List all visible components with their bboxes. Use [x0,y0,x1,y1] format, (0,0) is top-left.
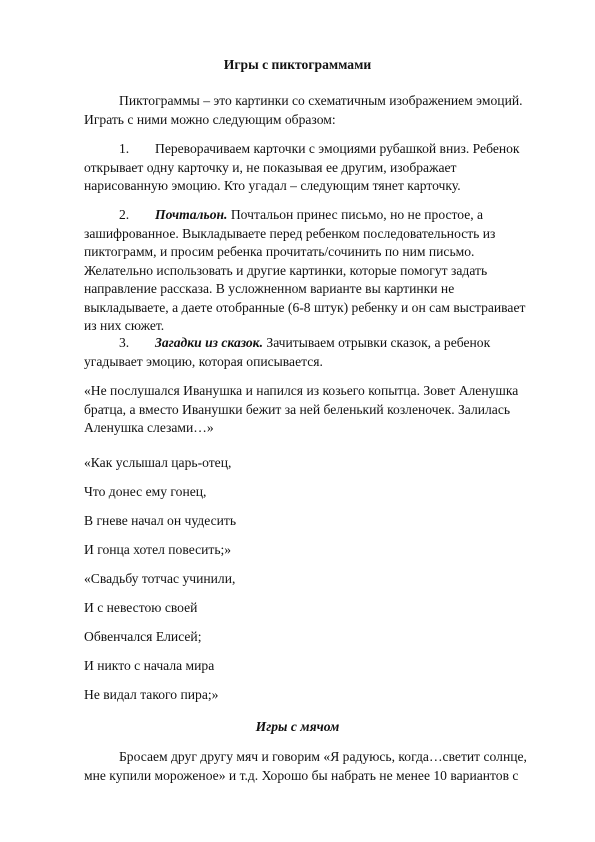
game-name: Почтальон. [155,207,228,222]
verse-line: Что донес ему гонец, [84,484,207,499]
verse-line: «Как услышал царь-отец, [84,455,232,470]
verse-line: В гневе начал он чудесить [84,513,237,528]
game-name: Загадки из сказок. [155,335,263,350]
verse-line: Не видал такого пира;» [84,687,219,702]
list-item-text: Зачитываем отрывки сказок, а ребенок угадывает эмоцию, которая описывается. [84,335,491,369]
verse-line: Обвенчался Елисей; [84,629,202,644]
list-item-1 [84,140,532,196]
intro-paragraph: Пиктограммы – это картинки со схематичным изображением эмоций. Играть с ними можно следующим образом: [84,93,523,127]
verse-line: «Свадьбу тотчас учинили, [84,571,236,586]
section-title: Игры с мячом [255,719,340,734]
ball-game-paragraph: Бросаем друг другу мяч и говорим «Я радуюсь, когда…светит солнце, мне купили мороженое» и т.д. Хорошо бы набрать не менее 10 вариантов с [84,749,527,783]
list-item-3 [84,334,532,371]
fairy-tale-quote: «Не послушался Иванушка и напился из козьего копытца. Зовет Аленушка братца, а вместо Иванушки бежит за ней беленький козленочек. Залилась Аленушка слезами…» [84,383,519,435]
verse-line: И гонца хотел повесить;» [84,542,232,557]
page-title: Игры с пиктограммами [223,57,372,72]
verse-line: И с невестою своей [84,600,198,615]
list-item-2 [84,206,532,336]
list-item-number: 2. [119,207,130,222]
list-item-text: Переворачиваем карточки с эмоциями рубашкой вниз. Ребенок открывает одну карточку и, не показывая ее другим, изображает нарисованную эмоцию. Кто угадал – следующим тянет карточку. [84,141,520,193]
list-item-text: Почтальон принес письмо, но не простое, а зашифрованное. Выкладываете перед ребенком последовательность из пиктограмм, и просим ребенка прочитать/сочинить по ним письмо. Желательно использовать и другие картинки, которые помогут задать направление рассказа. В усложненном варианте вы картинки не выкладываете, а даете отобранные (6-8 штук) ребенку и он сам выстраивает из них сюжет. [84,207,526,333]
verse-line: И никто с начала мира [84,658,215,673]
list-item-number: 1. [119,141,130,156]
list-item-number: 3. [119,335,130,350]
